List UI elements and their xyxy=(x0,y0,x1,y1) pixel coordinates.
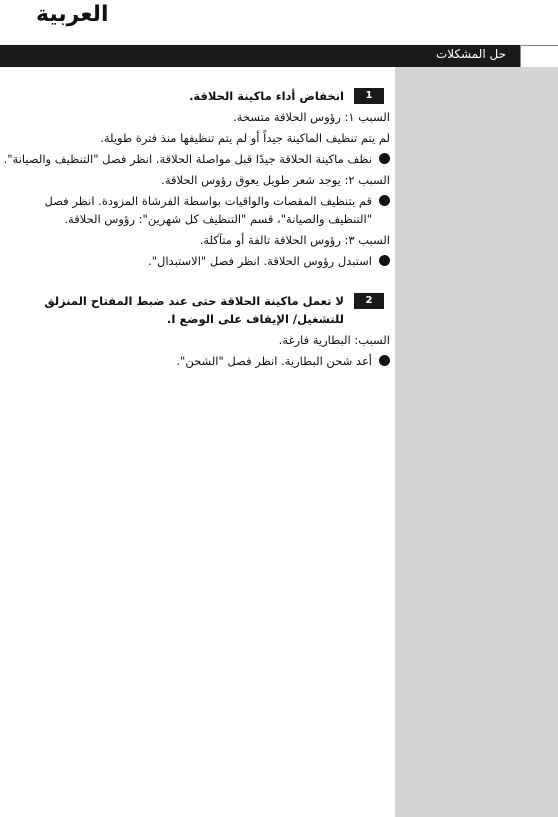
solution-text: استبدل رؤوس الحلاقة. انظر فصل "الاستبدال". xyxy=(148,254,372,268)
problem-2 xyxy=(0,292,390,370)
troubleshooting-content xyxy=(0,87,390,370)
section-title: حل المشكلات xyxy=(435,47,506,61)
problem-heading xyxy=(0,87,384,105)
problem-title: لا تعمل ماكينة الحلاقة حتى عند ضبط المفتاح المنزلق للتشغيل/ الإيقاف على الوضع I. xyxy=(44,294,344,326)
problem-number: 2 xyxy=(354,293,384,309)
language-title: العربية xyxy=(36,2,109,27)
header-edge-box xyxy=(520,45,558,67)
bullet-icon xyxy=(379,255,390,266)
problem-number: 1 xyxy=(354,88,384,104)
cause-detail: لم يتم تنظيف الماكينة جيداً أو لم يتم تنظيفها منذ فترة طويلة. xyxy=(100,131,390,145)
solution-text: قم بتنظيف المقصات والواقيات بواسطة الفرشاة المزودة. انظر فصل "التنظيف والصيانة"، قسم "التنظيف كل شهرين": رؤوس الحلاقة. xyxy=(44,194,372,226)
cause-text: السبب: البطارية فارغة. xyxy=(278,333,390,347)
problem-1 xyxy=(0,87,390,270)
problem-title: انخفاض أداء ماكينة الحلاقة. xyxy=(189,89,344,103)
cause-text: السبب ٣: رؤوس الحلاقة تالفة أو متآكلة. xyxy=(199,233,390,247)
bullet-icon xyxy=(379,153,390,164)
solution-item xyxy=(0,150,390,168)
section-header-bar xyxy=(0,45,520,67)
bullet-icon xyxy=(379,195,390,206)
solution-item xyxy=(0,252,390,270)
solution-item xyxy=(0,192,390,228)
problem-heading xyxy=(0,292,384,328)
solution-text: أعد شحن البطارية. انظر فصل "الشحن". xyxy=(176,354,372,368)
solution-text: نظف ماكينة الحلاقة جيدًا قبل مواصلة الحلاقة. انظر فصل "التنظيف والصيانة". xyxy=(3,152,372,166)
cause-text: السبب ١: رؤوس الحلاقة متسخة. xyxy=(233,110,390,124)
bullet-icon xyxy=(379,355,390,366)
solution-item xyxy=(0,352,390,370)
gray-sidebar xyxy=(395,67,558,817)
cause-text: السبب ٢: يوجد شعر طويل يعوق رؤوس الحلاقة. xyxy=(161,173,390,187)
